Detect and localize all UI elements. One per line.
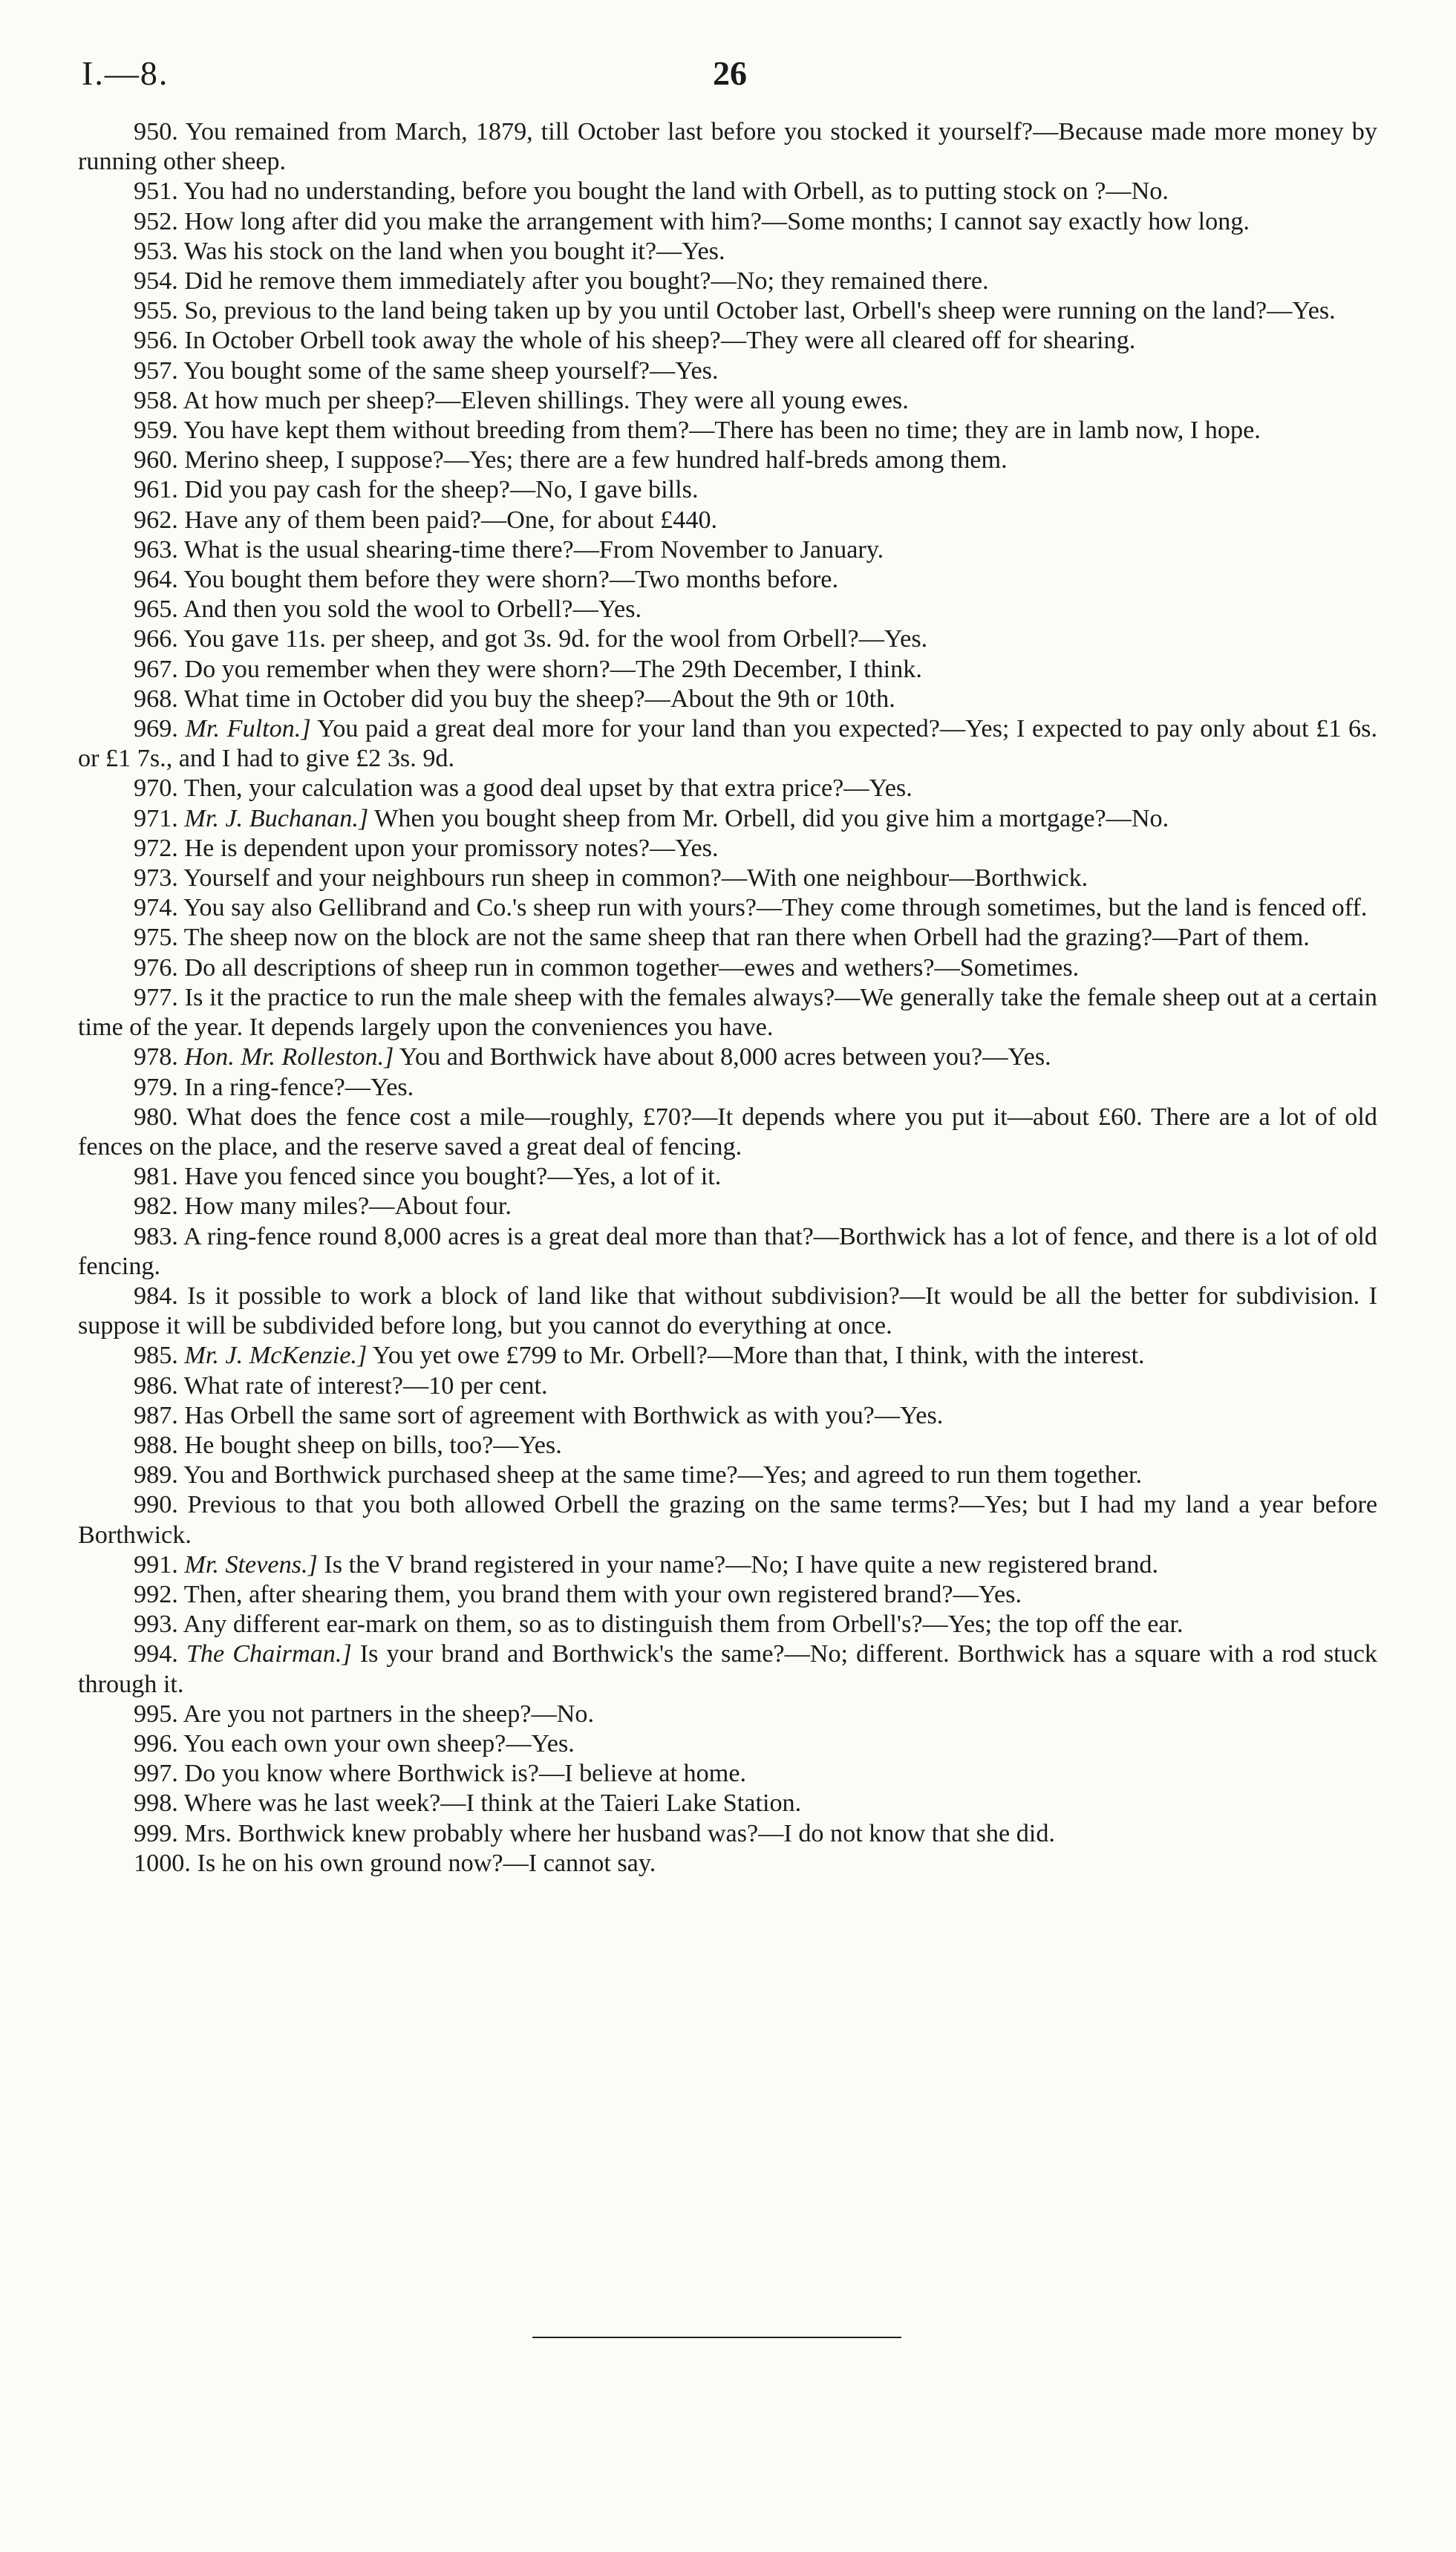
question-number: 970. xyxy=(134,774,178,803)
question-number: 958. xyxy=(134,386,178,414)
question-number: 961. xyxy=(134,476,178,504)
question-number: 950. xyxy=(134,118,178,146)
question-answer-text: Did he remove them immediately after you bought?—No; they remained there. xyxy=(184,267,989,296)
question-answer-text: Is he on his own ground now?—I cannot say. xyxy=(197,1849,656,1877)
question-entry xyxy=(78,1371,1377,1401)
question-answer-text: He is dependent upon your promissory notes?—Yes. xyxy=(184,834,719,862)
question-entry xyxy=(78,804,1377,834)
question-number: 960. xyxy=(134,446,178,474)
question-entry xyxy=(78,1042,1377,1072)
question-answer-text: What time in October did you buy the sheep?—About the 9th or 10th. xyxy=(183,685,895,713)
question-entry xyxy=(78,1192,1377,1221)
question-answer-text: Is it possible to work a block of land like that without subdivision?—It would be all the better for subdivision. I suppose it will be subdivided before long, but you cannot do everything at once. xyxy=(78,1282,1378,1340)
question-number: 981. xyxy=(134,1163,178,1191)
question-number: 967. xyxy=(134,655,178,683)
question-entry xyxy=(78,1103,1377,1162)
speaker-name: Mr. Fulton.] xyxy=(185,715,311,743)
question-number: 994. xyxy=(134,1640,178,1668)
question-answer-text: What does the fence cost a mile—roughly, £70?—It depends where you put it—about £60. There are a lot of old fences on the place, and the reserve saved a great deal of fencing. xyxy=(78,1103,1377,1161)
question-entry xyxy=(78,893,1377,923)
question-number: 975. xyxy=(134,924,178,952)
question-answer-text: Do you know where Borthwick is?—I believe at home. xyxy=(184,1760,747,1788)
question-number: 984. xyxy=(134,1282,178,1310)
question-number: 953. xyxy=(134,237,178,265)
question-answer-text: Have you fenced since you bought?—Yes, a lot of it. xyxy=(184,1163,722,1191)
question-number: 963. xyxy=(134,535,178,564)
question-answer-text: Then, your calculation was a good deal upset by that extra price?—Yes. xyxy=(183,774,913,803)
question-number: 993. xyxy=(134,1610,178,1639)
question-answer-text: Has Orbell the same sort of agreement with Borthwick as with you?—Yes. xyxy=(184,1401,944,1429)
page-header xyxy=(82,53,1374,105)
question-number: 1000. xyxy=(134,1849,191,1877)
question-number: 976. xyxy=(134,953,178,982)
question-answer-text: You paid a great deal more for your land than you expected?—Yes; I expected to pay only about £1 6s. or £1 7s., and I had to give £2 3s. 9d. xyxy=(78,715,1377,773)
question-entry xyxy=(78,326,1377,356)
evidence-body xyxy=(78,117,1377,1879)
question-entry xyxy=(78,1490,1377,1550)
question-answer-text: You and Borthwick purchased sheep at the same time?—Yes; and agreed to run them together. xyxy=(183,1461,1143,1489)
question-answer-text: You have kept them without breeding from them?—There has been no time; they are in lamb now, I hope. xyxy=(183,417,1261,445)
question-answer-text: You yet owe £799 to Mr. Orbell?—More than that, I think, with the interest. xyxy=(372,1342,1145,1370)
question-number: 992. xyxy=(134,1580,178,1608)
question-number: 955. xyxy=(134,297,178,325)
question-answer-text: The sheep now on the block are not the same sheep that ran there when Orbell had the grazing?—Part of them. xyxy=(183,924,1310,952)
question-entry xyxy=(78,953,1377,983)
question-answer-text: Then, after shearing them, you brand them with your own registered brand?—Yes. xyxy=(183,1580,1022,1608)
question-answer-text: How long after did you make the arrangement with him?—Some months; I cannot say exactly how long. xyxy=(184,207,1250,235)
question-number: 968. xyxy=(134,685,178,713)
question-answer-text: Did you pay cash for the sheep?—No, I gave bills. xyxy=(184,476,699,504)
question-answer-text: You had no understanding, before you bought the land with Orbell, as to putting stock on ?—No. xyxy=(183,177,1169,206)
question-entry xyxy=(78,1461,1377,1490)
question-answer-text: Where was he last week?—I think at the Taieri Lake Station. xyxy=(183,1789,802,1818)
question-entry xyxy=(78,1580,1377,1610)
question-number: 959. xyxy=(134,417,178,445)
question-entry xyxy=(78,1282,1377,1341)
paper-reference: I.—8. xyxy=(82,54,169,92)
question-entry xyxy=(78,774,1377,803)
question-answer-text: Was his stock on the land when you bought it?—Yes. xyxy=(183,237,725,265)
question-entry xyxy=(78,1431,1377,1461)
page-number: 26 xyxy=(713,54,747,92)
speaker-name: Mr. Stevens.] xyxy=(184,1550,318,1579)
question-number: 952. xyxy=(134,207,178,235)
question-number: 991. xyxy=(134,1550,178,1579)
question-entry xyxy=(78,1849,1377,1879)
question-number: 964. xyxy=(134,566,178,594)
question-answer-text: Do you remember when they were shorn?—The 29th December, I think. xyxy=(184,655,922,683)
question-entry xyxy=(78,685,1377,714)
question-number: 989. xyxy=(134,1461,178,1489)
question-number: 974. xyxy=(134,894,178,922)
question-entry xyxy=(78,506,1377,535)
question-answer-text: You gave 11s. per sheep, and got 3s. 9d. for the wool from Orbell?—Yes. xyxy=(183,625,928,653)
question-answer-text: In October Orbell took away the whole of his sheep?—They were all cleared off for shearing. xyxy=(184,327,1136,355)
question-number: 956. xyxy=(134,327,178,355)
question-answer-text: Are you not partners in the sheep?—No. xyxy=(183,1700,594,1728)
question-entry xyxy=(78,267,1377,296)
question-answer-text: Previous to that you both allowed Orbell the grazing on the same terms?—Yes; but I had my land a year before Borthwick. xyxy=(78,1491,1378,1549)
question-number: 996. xyxy=(134,1729,178,1758)
question-number: 985. xyxy=(134,1342,178,1370)
question-entry xyxy=(78,1729,1377,1759)
question-number: 972. xyxy=(134,834,178,862)
question-number: 977. xyxy=(134,983,178,1011)
question-answer-text: Yourself and your neighbours run sheep in common?—With one neighbour—Borthwick. xyxy=(183,864,1088,892)
question-answer-text: Is it the practice to run the male sheep with the females always?—We generally take the female sheep out at a certain time of the year. It depends largely upon the conveniences you have. xyxy=(78,983,1378,1042)
question-entry xyxy=(78,595,1377,624)
question-number: 951. xyxy=(134,177,178,206)
question-entry xyxy=(78,416,1377,446)
question-number: 980. xyxy=(134,1103,178,1131)
question-entry xyxy=(78,1819,1377,1849)
question-entry xyxy=(78,296,1377,326)
question-entry xyxy=(78,983,1377,1042)
question-answer-text: You and Borthwick have about 8,000 acres between you?—Yes. xyxy=(399,1043,1051,1071)
question-entry xyxy=(78,1700,1377,1729)
question-entry xyxy=(78,624,1377,654)
question-answer-text: In a ring-fence?—Yes. xyxy=(184,1073,414,1101)
question-answer-text: You remained from March, 1879, till October last before you stocked it yourself?—Because made more money by running other sheep. xyxy=(78,118,1377,176)
question-answer-text: Merino sheep, I suppose?—Yes; there are a few hundred half-breds among them. xyxy=(184,446,1008,474)
question-answer-text: Is the V brand registered in your name?—No; I have quite a new registered brand. xyxy=(324,1550,1159,1579)
speaker-name: The Chairman.] xyxy=(186,1640,352,1668)
question-entry xyxy=(78,386,1377,416)
question-entry xyxy=(78,1639,1377,1699)
question-entry xyxy=(78,1073,1377,1103)
question-number: 965. xyxy=(134,595,178,624)
speaker-name: Mr. J. Buchanan.] xyxy=(184,804,369,832)
question-number: 983. xyxy=(134,1222,178,1250)
question-number: 954. xyxy=(134,267,178,296)
question-entry xyxy=(78,446,1377,475)
question-answer-text: You each own your own sheep?—Yes. xyxy=(183,1729,575,1758)
question-number: 969. xyxy=(134,715,178,743)
question-number: 982. xyxy=(134,1192,178,1221)
question-answer-text: Have any of them been paid?—One, for about £440. xyxy=(184,506,718,534)
question-entry xyxy=(78,864,1377,893)
question-entry xyxy=(78,1550,1377,1580)
question-answer-text: And then you sold the wool to Orbell?—Yes. xyxy=(183,595,642,624)
question-entry xyxy=(78,1401,1377,1431)
speaker-name: Mr. J. McKenzie.] xyxy=(184,1342,368,1370)
question-number: 998. xyxy=(134,1789,178,1818)
question-entry xyxy=(78,207,1377,237)
question-entry xyxy=(78,655,1377,685)
question-entry xyxy=(78,834,1377,864)
question-entry xyxy=(78,1759,1377,1789)
question-number: 999. xyxy=(134,1819,178,1847)
question-entry xyxy=(78,923,1377,953)
question-entry xyxy=(78,356,1377,386)
question-number: 979. xyxy=(134,1073,178,1101)
question-entry xyxy=(78,565,1377,595)
question-entry xyxy=(78,117,1377,177)
question-entry xyxy=(78,1789,1377,1818)
question-entry xyxy=(78,177,1377,206)
question-entry xyxy=(78,714,1377,774)
question-number: 990. xyxy=(134,1491,178,1519)
question-answer-text: So, previous to the land being taken up by you until October last, Orbell's sheep were running on the land?—Yes. xyxy=(184,297,1336,325)
question-answer-text: When you bought sheep from Mr. Orbell, did you give him a mortgage?—No. xyxy=(374,804,1169,832)
question-number: 997. xyxy=(134,1760,178,1788)
question-answer-text: How many miles?—About four. xyxy=(184,1192,512,1221)
question-entry xyxy=(78,1610,1377,1639)
question-number: 966. xyxy=(134,625,178,653)
question-answer-text: You bought some of the same sheep yourself?—Yes. xyxy=(183,356,719,385)
question-number: 957. xyxy=(134,356,178,385)
question-answer-text: Any different ear-mark on them, so as to distinguish them from Orbell's?—Yes; the top off the ear. xyxy=(183,1610,1184,1639)
question-number: 978. xyxy=(134,1043,178,1071)
closing-rule xyxy=(532,2337,901,2338)
speaker-name: Hon. Mr. Rolleston.] xyxy=(184,1043,394,1071)
question-entry xyxy=(78,535,1377,565)
question-entry xyxy=(78,1222,1377,1282)
question-entry xyxy=(78,475,1377,505)
question-answer-text: He bought sheep on bills, too?—Yes. xyxy=(184,1431,562,1459)
question-answer-text: At how much per sheep?—Eleven shillings. They were all young ewes. xyxy=(183,386,909,414)
question-number: 962. xyxy=(134,506,178,534)
question-answer-text: A ring-fence round 8,000 acres is a great deal more than that?—Borthwick has a lot of fence, and there is a lot of old fencing. xyxy=(78,1222,1378,1280)
question-number: 986. xyxy=(134,1371,178,1400)
question-answer-text: Do all descriptions of sheep run in common together—ewes and wethers?—Sometimes. xyxy=(184,953,1080,982)
question-entry xyxy=(78,237,1377,267)
question-number: 987. xyxy=(134,1401,178,1429)
question-answer-text: Mrs. Borthwick knew probably where her husband was?—I do not know that she did. xyxy=(184,1819,1055,1847)
question-answer-text: Is your brand and Borthwick's the same?—No; different. Borthwick has a square with a rod stuck through it. xyxy=(78,1640,1378,1698)
question-answer-text: You say also Gellibrand and Co.'s sheep run with yours?—They come through sometimes, but the land is fenced off. xyxy=(183,894,1368,922)
question-answer-text: What is the usual shearing-time there?—From November to January. xyxy=(183,535,884,564)
question-number: 973. xyxy=(134,864,178,892)
question-entry xyxy=(78,1162,1377,1192)
question-answer-text: What rate of interest?—10 per cent. xyxy=(183,1371,548,1400)
question-number: 995. xyxy=(134,1700,178,1728)
question-answer-text: You bought them before they were shorn?—Two months before. xyxy=(183,566,838,594)
question-number: 988. xyxy=(134,1431,178,1459)
question-entry xyxy=(78,1341,1377,1371)
question-number: 971. xyxy=(134,804,178,832)
